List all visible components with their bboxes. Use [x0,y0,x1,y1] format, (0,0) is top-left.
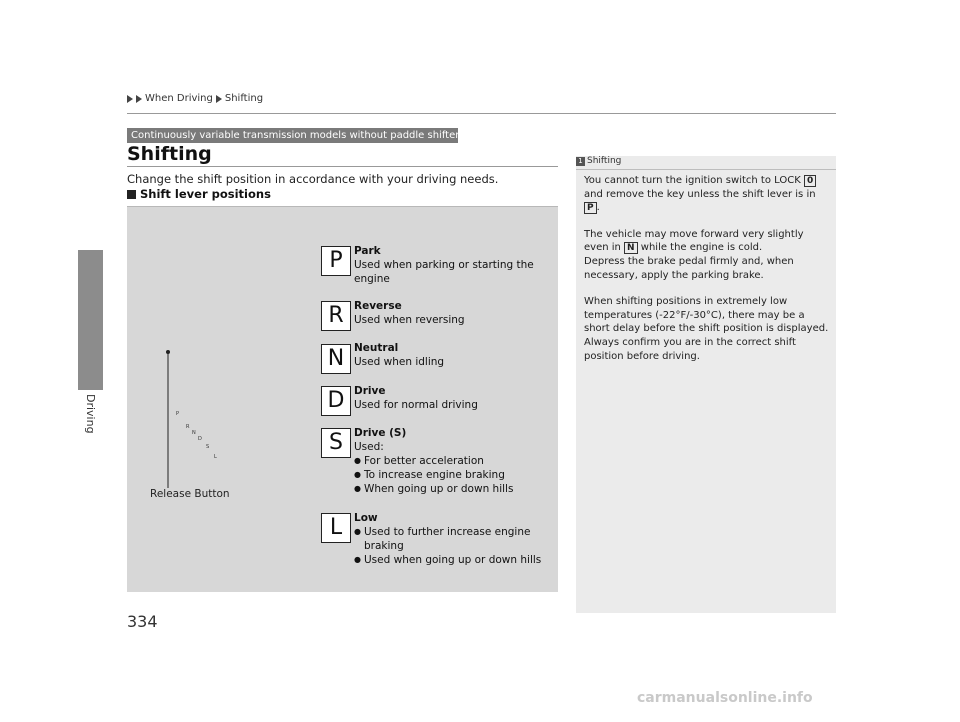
square-bullet-icon [127,190,136,199]
position-desc: Used when idling [354,356,445,368]
position-badge-p: P [321,246,351,276]
position-park [354,244,544,286]
subheading-text: Shift lever positions [140,187,271,201]
position-badge-d: D [321,386,351,416]
position-badge-l: L [321,513,351,543]
watermark: carmanualsonline.info [637,690,813,706]
position-desc: Used when reversing [354,314,465,326]
lever-mark-r: R [186,424,190,430]
breadcrumb-arrow-icon [216,95,222,103]
lever-mark-p: P [176,411,180,417]
position-badge-r: R [321,301,351,331]
breadcrumb [127,93,263,104]
lever-mark-s: S [206,444,210,450]
lever-mark-d: D [198,436,202,442]
release-button-dot-icon [166,350,170,354]
position-name: Reverse [354,300,402,312]
position-name: Park [354,245,381,257]
position-bullets [354,454,544,496]
subheading [127,187,271,201]
position-bullets [354,525,544,567]
note-paragraph [584,174,830,215]
list-item: ● Used when going up or down hills [354,553,544,567]
note-text: while the engine is cold. [637,242,763,254]
position-neutral [354,341,544,369]
list-item: ● Used to further increase engine braking [354,525,544,553]
release-button-label: Release Button [150,488,230,500]
list-item: ● When going up or down hills [354,482,544,496]
key-icon: 0 [804,175,816,187]
position-desc: Used: [354,441,384,453]
position-name: Low [354,512,378,524]
position-desc: Used for normal driving [354,399,478,411]
chapter-label: Driving [84,394,97,434]
shift-lever-diagram [140,340,240,490]
breadcrumb-arrow-icon [136,95,142,103]
note-text: Depress the brake pedal firmly and, when necessary, apply the parking brake. [584,255,794,281]
position-name: Neutral [354,342,399,354]
breadcrumb-page[interactable]: Shifting [224,93,264,104]
note-heading-text[interactable]: Shifting [587,156,622,166]
note-paragraph: When shifting positions in extremely low temperatures (-22°F/-30°C), there may be a short delay before the shift position is displayed. Always confirm you are in the correct shift position before driving. [584,296,829,362]
lever-mark-n: N [192,430,196,436]
note-number-icon: 1 [576,157,585,166]
list-item: ● For better acceleration [354,454,544,468]
header-rule [127,113,836,114]
position-name: Drive [354,385,386,397]
note-text: You cannot turn the ignition switch to LOCK [584,175,804,186]
position-badge-n: N [321,344,351,374]
page-title: Shifting [127,143,212,165]
position-reverse [354,299,544,327]
note-heading [576,156,621,166]
title-rule [127,166,558,167]
list-item: ● To increase engine braking [354,468,544,482]
key-icon: P [584,202,597,214]
lever-mark-l: L [214,454,217,460]
position-name: Drive (S) [354,427,407,439]
model-banner: Continuously variable transmission models without paddle shifters [127,128,458,143]
note-rule [576,169,836,170]
chapter-tab[interactable] [78,250,103,390]
note-text: . [596,202,600,214]
key-icon: N [624,242,638,254]
position-drive [354,384,544,412]
breadcrumb-section[interactable]: When Driving [145,93,213,104]
position-badge-s: S [321,428,351,458]
note-body [584,174,830,376]
position-desc: Used when parking or starting the engine [354,259,534,285]
position-drive-s [354,426,544,496]
note-text: and remove the key unless the shift lever is in [584,188,816,200]
intro-text: Change the shift position in accordance with your driving needs. [127,172,499,186]
page-number: 334 [127,612,158,631]
position-low [354,511,544,567]
breadcrumb-arrow-icon [127,95,133,103]
note-text: The vehicle may move forward very slightly even in [584,228,804,254]
note-paragraph [584,228,830,282]
